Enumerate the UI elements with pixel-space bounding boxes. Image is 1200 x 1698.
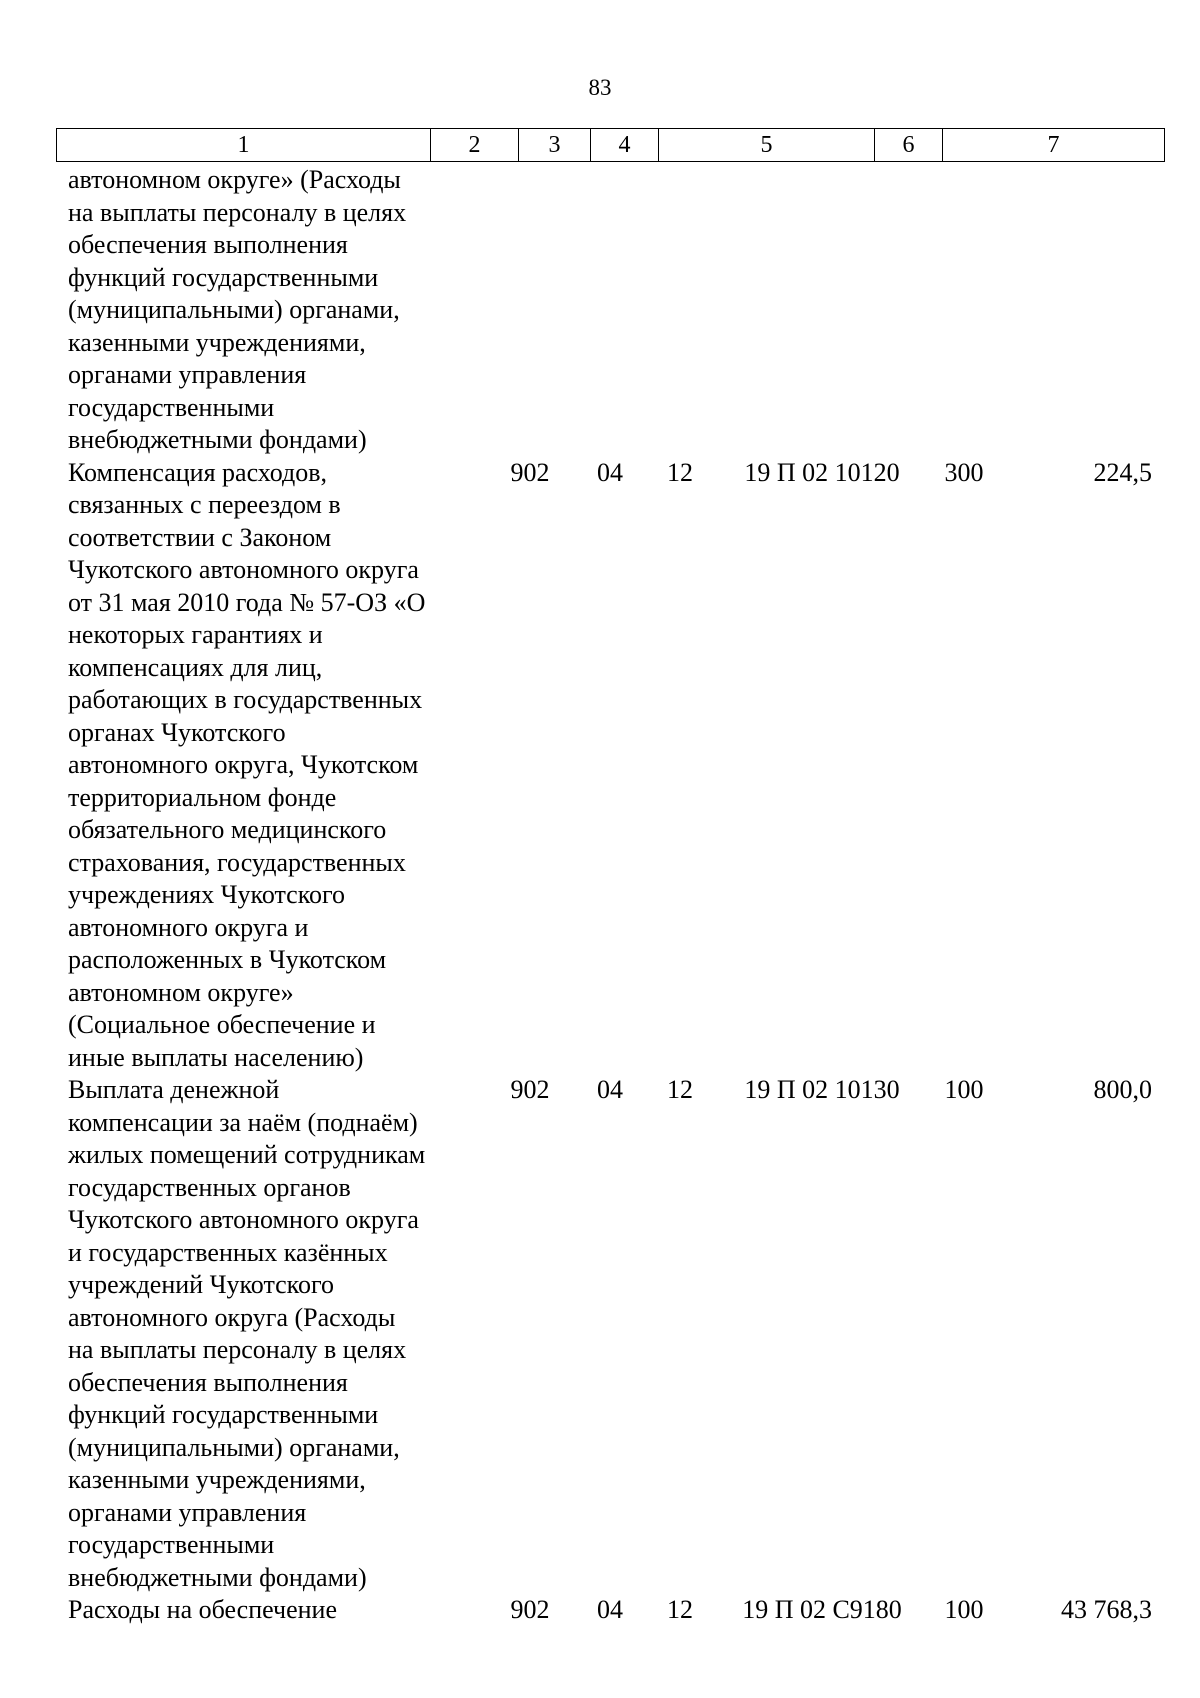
row-ministry-code: 902 bbox=[510, 1075, 550, 1104]
header-col-2: 2 bbox=[431, 129, 519, 162]
row-section: 04 bbox=[597, 1075, 623, 1104]
row-section: 04 bbox=[597, 457, 623, 487]
header-col-1: 1 bbox=[57, 129, 431, 162]
row-expense-type: 300 bbox=[944, 457, 984, 487]
row-description: Расходы на обеспечение bbox=[68, 1595, 338, 1624]
row-subsection: 12 bbox=[667, 457, 693, 487]
header-col-7: 7 bbox=[943, 129, 1165, 162]
column-number-header bbox=[56, 128, 1165, 162]
row-amount: 43 768,3 bbox=[1061, 1595, 1152, 1624]
row-amount: 224,5 bbox=[1093, 457, 1152, 487]
row-ministry-code: 902 bbox=[510, 457, 550, 487]
row-expense-type: 100 bbox=[944, 1595, 984, 1624]
row-subsection: 12 bbox=[667, 1075, 693, 1104]
header-col-4: 4 bbox=[591, 129, 659, 162]
row-description: Выплата денежной компенсации за наём (поднаём) жилых помещений сотрудникам государственных органов Чукотского автономного округа и государственных казённых учреждений Чукотского автономного округа (Расходы на выплаты персоналу в целях обеспечения выполнения функций государственными (муниципальными) органами, казенными учреждениями, органами управления государственными внебюджетными фондами) bbox=[68, 1075, 426, 1592]
row-section: 04 bbox=[597, 1595, 623, 1624]
row-ministry-code: 902 bbox=[510, 1595, 550, 1624]
row-description: Компенсация расходов, связанных с переездом в соответствии с Законом Чукотского автономного округа от 31 мая 2010 года № 57-ОЗ «О некоторых гарантиях и компенсациях для лиц, работающих в государственных органах Чукотского автономного округа, Чукотском территориальном фонде обязательного медицинского страхования, государственных учреждениях Чукотского автономного округа и расположенных в Чукотском автономном округе» (Социальное обеспечение и иные выплаты населению) bbox=[68, 457, 426, 1072]
table-row bbox=[56, 164, 1164, 457]
header-col-3: 3 bbox=[519, 129, 591, 162]
row-subsection: 12 bbox=[667, 1595, 693, 1624]
header-col-5: 5 bbox=[659, 129, 875, 162]
row-description: автономном округе» (Расходы на выплаты персоналу в целях обеспечения выполнения функций государственными (муниципальными) органами, казенными учреждениями, органами управления государственными внебюджетными фондами) bbox=[68, 165, 407, 454]
row-expense-type: 100 bbox=[944, 1075, 984, 1104]
header-col-6: 6 bbox=[875, 129, 943, 162]
page-number: 83 bbox=[588, 75, 612, 100]
row-target-article: 19 П 02 С9180 bbox=[742, 1595, 902, 1624]
table-row bbox=[56, 457, 1164, 1075]
table-row bbox=[56, 1074, 1164, 1594]
row-target-article: 19 П 02 10130 bbox=[744, 1075, 900, 1104]
row-amount: 800,0 bbox=[1093, 1075, 1152, 1104]
row-target-article: 19 П 02 10120 bbox=[744, 457, 900, 487]
table-body bbox=[56, 164, 1164, 1627]
table-row bbox=[56, 1594, 1164, 1627]
